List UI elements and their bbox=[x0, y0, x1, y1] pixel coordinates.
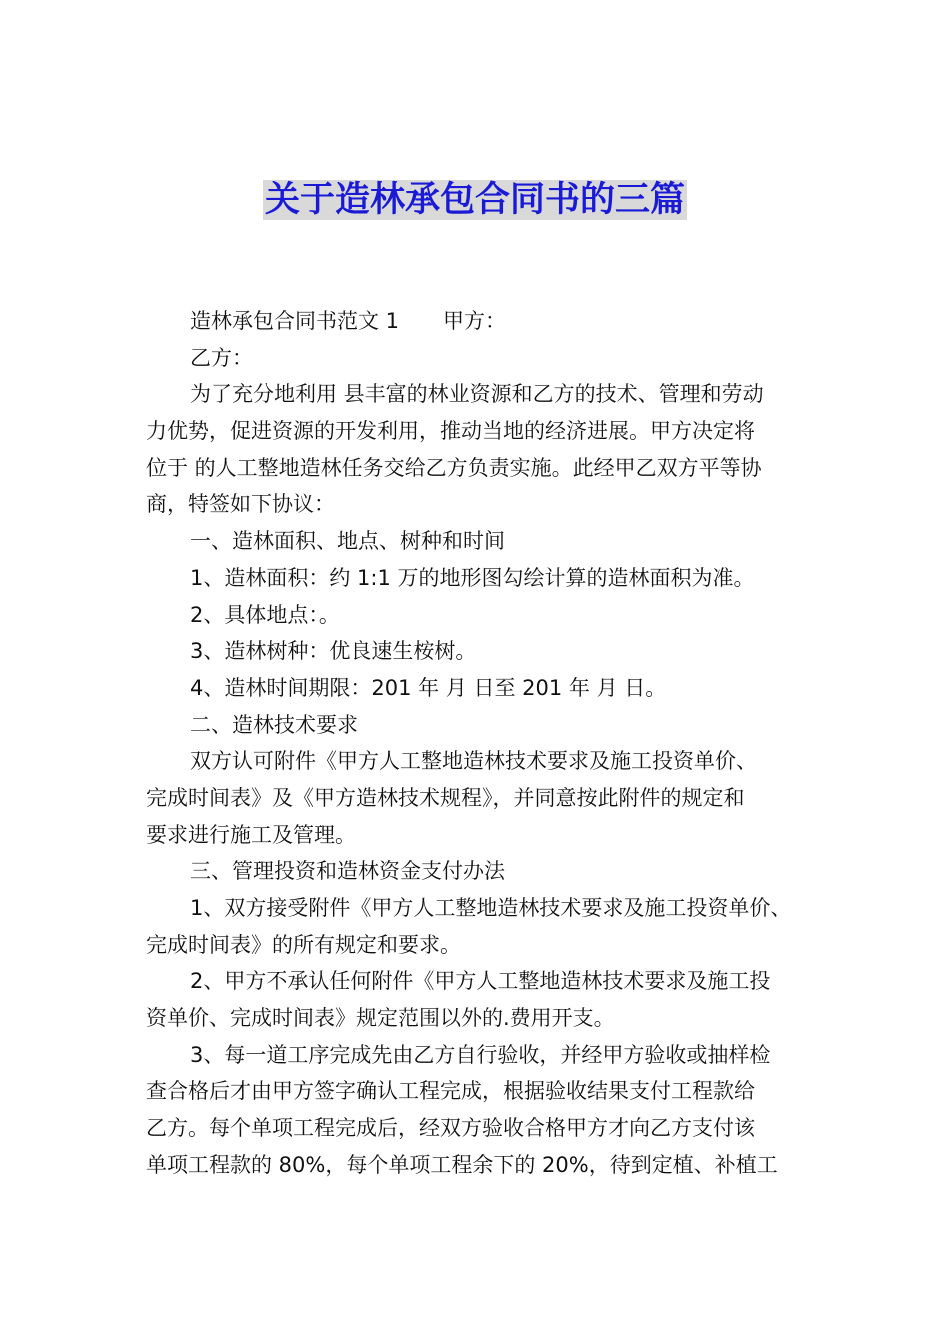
paragraph-line: 4、造林时间期限：201 年 月 日至 201 年 月 日。 bbox=[190, 675, 667, 700]
paragraph-line: 查合格后才由甲方签字确认工程完成，根据验收结果支付工程款给 bbox=[146, 1079, 755, 1104]
section-heading: 三、管理投资和造林资金支付办法 bbox=[190, 859, 505, 884]
document-body bbox=[146, 303, 810, 1184]
paragraph-line bbox=[146, 303, 810, 340]
paragraph-line: 商，特签如下协议： bbox=[146, 492, 335, 517]
paragraph-line: 力优势，促进资源的开发利用，推动当地的经济进展。甲方决定将 bbox=[146, 419, 755, 444]
paragraph-line: 完成时间表》的所有规定和要求。 bbox=[146, 932, 461, 957]
party-a-label: 甲方： bbox=[443, 309, 507, 333]
paragraph-line: 双方认可附件《甲方人工整地造林技术要求及施工投资单价、 bbox=[190, 749, 757, 774]
paragraph-line: 要求进行施工及管理。 bbox=[146, 822, 356, 847]
paragraph-line: 单项工程款的 80%，每个单项工程余下的 20%，待到定植、补植工 bbox=[146, 1152, 778, 1177]
paragraph-line: 资单价、完成时间表》规定范围以外的.费用开支。 bbox=[146, 1006, 615, 1031]
paragraph-line: 1、双方接受附件《甲方人工整地造林技术要求及施工投资单价、 bbox=[190, 896, 792, 920]
paragraph-line: 为了充分地利用 县丰富的林业资源和乙方的技术、管理和劳动 bbox=[190, 382, 764, 407]
paragraph-line: 3、每一道工序完成先由乙方自行验收，并经甲方验收或抽样检 bbox=[190, 1042, 771, 1067]
paragraph-line: 1、造林面积：约 1:1 万的地形图勾绘计算的造林面积为准。 bbox=[190, 565, 755, 590]
document-title bbox=[0, 176, 950, 224]
paragraph-line: 2、具体地点：。 bbox=[190, 602, 340, 627]
document-title-text: 关于造林承包合同书的三篇 bbox=[264, 180, 685, 220]
section-heading: 二、造林技术要求 bbox=[190, 712, 358, 737]
paragraph-line: 2、甲方不承认任何附件《甲方人工整地造林技术要求及施工投 bbox=[190, 969, 771, 994]
paragraph-line: 乙方。每个单项工程完成后，经双方验收合格甲方才向乙方支付该 bbox=[146, 1116, 755, 1141]
paragraph-line: 位于 的人工整地造林任务交给乙方负责实施。此经甲乙双方平等协 bbox=[146, 455, 762, 480]
section-heading: 一、造林面积、地点、树种和时间 bbox=[190, 529, 505, 554]
paragraph-line: 3、造林树种：优良速生桉树。 bbox=[190, 639, 477, 664]
paragraph-line: 乙方： bbox=[190, 345, 253, 370]
contract-heading: 造林承包合同书范文 1 bbox=[190, 309, 400, 333]
paragraph-line: 完成时间表》及《甲方造林技术规程》，并同意按此附件的规定和 bbox=[146, 785, 745, 810]
